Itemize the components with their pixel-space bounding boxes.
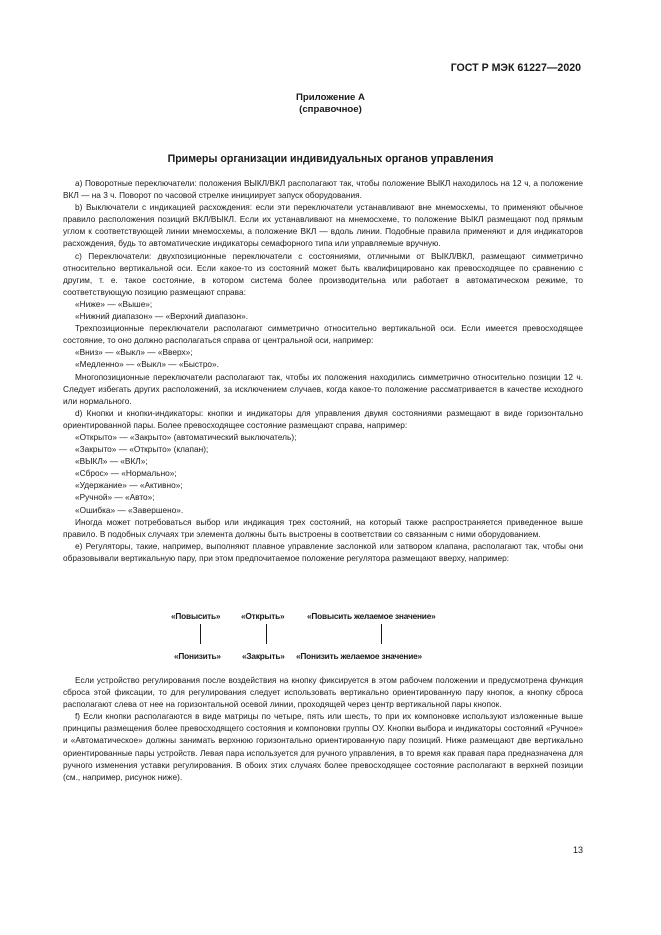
paragraph: Многопозиционные переключатели располагают так, чтобы их положения находились симметрично относительно позиции 12 ч. Следует избегать других расположений, за исключением случаев, когда какое-то положение рассматривается в качестве исходного или нормального. bbox=[63, 371, 583, 406]
body-text-section-1 bbox=[63, 177, 583, 564]
example-line: «Ручной» — «Авто»; bbox=[75, 492, 155, 503]
paragraph: е) Регуляторы, такие, например, выполняют плавное управление заслонкой или затвором клапана, располагают так, чтобы они образовывали вертикальную пару, при этом предпочитаемое положение регулятора размещают вверху, например: bbox=[63, 540, 583, 563]
example-line: «Удержание» — «Активно»; bbox=[75, 480, 183, 491]
paragraph: b) Выключатели с индикацией расхождения: если эти переключатели устанавливают вне мнемосхемы, то применяют обычное правило расположения позиций ВКЛ/ВЫКЛ. Если их устанавливают на мнемосхеме, то положение ВЫКЛ размещают под прямым углом к соответствующей линии мнемосхемы, а положение ВКЛ — вдоль линии. Подобные правила применяют и для индикаторов расхождения, будь то автоматические индикаторы семафорного типа или управляемые вручную. bbox=[63, 202, 583, 249]
appendix-note: (справочное) bbox=[299, 104, 362, 115]
connector-line bbox=[381, 624, 382, 644]
paragraph: Трехпозиционные переключатели располагают симметрично относительно вертикальной оси. Если имеется превосходящее состояние, то оно должно располагаться справа от центральной оси, например: bbox=[63, 323, 583, 346]
appendix-heading bbox=[0, 92, 661, 116]
label-lower-setpoint: «Понизить желаемое значение» bbox=[296, 651, 422, 661]
paragraph: f) Если кнопки располагаются в виде матрицы по четыре, пять или шесть, то при их компоновке используют изложенные выше принципы размещения более превосходящего состояния и компоновки группы ОУ. Кнопки выбора и индикаторы состояний «Ручное» и «Автоматическое» должны занимать верхнюю горизонтально ориентированную пару позиций. Ниже размещают две вертикально ориентированные пары устройств. Левая пара используется для ручного управления, в то время как правая пара предназначена для ручного изменения уставки регулирования. В обоих этих случаях более превосходящее состояние располагают в верхней позиции (см., например, рисунок ниже). bbox=[63, 711, 583, 782]
label-raise: «Повысить» bbox=[171, 611, 221, 621]
example-line: «Закрыто» — «Открыто» (клапан); bbox=[75, 444, 209, 455]
paragraph: Иногда может потребоваться выбор или индикация трех состояний, на который также распространяется приведенное выше правило. В подобных случаях три элемента должны быть выстроены в соответствии со связанным с ними оборудованием. bbox=[63, 516, 583, 539]
paragraph: d) Кнопки и кнопки-индикаторы: кнопки и индикаторы для управления двумя состояниями размещают в виде горизонтально ориентированной пары. Более превосходящее состояние размещают справа, например: bbox=[63, 407, 583, 430]
example-line: «Медленно» — «Выкл» — «Быстро». bbox=[75, 359, 219, 370]
example-line: «Нижний диапазон» — «Верхний диапазон». bbox=[75, 311, 248, 322]
label-close: «Закрыть» bbox=[242, 651, 285, 661]
label-raise-setpoint: «Повысить желаемое значение» bbox=[307, 611, 436, 621]
label-open: «Открыть» bbox=[241, 611, 285, 621]
example-line: «Вниз» — «Выкл» — «Вверх»; bbox=[75, 347, 193, 358]
example-line: «ВЫКЛ» — «ВКЛ»; bbox=[75, 456, 148, 467]
body-text-section-2 bbox=[63, 674, 583, 783]
example-line: «Ниже» — «Выше»; bbox=[75, 298, 153, 309]
example-line: «Открыто» — «Закрыто» (автоматический выключатель); bbox=[75, 431, 297, 442]
paragraph: с) Переключатели: двухпозиционные переключатели с состояниями, отличными от ВЫКЛ/ВКЛ, размещают симметрично относительно вертикальной оси. Если какое-то из состояний может быть квалифицировано как превосходящее по сравнению с другим, т. е. такое состояние, в котором система более производительна или работает в автоматическом режиме, то соответствующую позицию размещают справа: bbox=[63, 250, 583, 297]
page-number: 13 bbox=[572, 845, 583, 855]
appendix-title: Приложение А bbox=[296, 92, 365, 103]
paragraph: а) Поворотные переключатели: положения ВЫКЛ/ВКЛ располагают так, чтобы положение ВЫКЛ находилось на 12 ч, а положение ВКЛ — на 3 ч. Поворот по часовой стрелке инициирует запуск оборудования. bbox=[63, 178, 583, 201]
page-title: Примеры организации индивидуальных органов управления bbox=[167, 153, 494, 165]
example-line: «Сброс» — «Нормально»; bbox=[75, 468, 177, 479]
paragraph: Если устройство регулирования после воздействия на кнопку фиксируется в этом рабочем положении и предусмотрена функция сброса этой фиксации, то для регулирования следует использовать вертикально ориентированную пару кнопок, а кнопку сброса располагают слева от нее на горизонтальной осевой линии, проходящей через центр вертикальной пары кнопок. bbox=[63, 675, 583, 710]
standard-number: ГОСТ Р МЭК 61227—2020 bbox=[450, 62, 581, 74]
connector-line bbox=[200, 624, 201, 644]
example-line: «Ошибка» — «Завершено». bbox=[75, 504, 184, 515]
connector-line bbox=[266, 624, 267, 644]
label-lower: «Понизить» bbox=[174, 651, 221, 661]
